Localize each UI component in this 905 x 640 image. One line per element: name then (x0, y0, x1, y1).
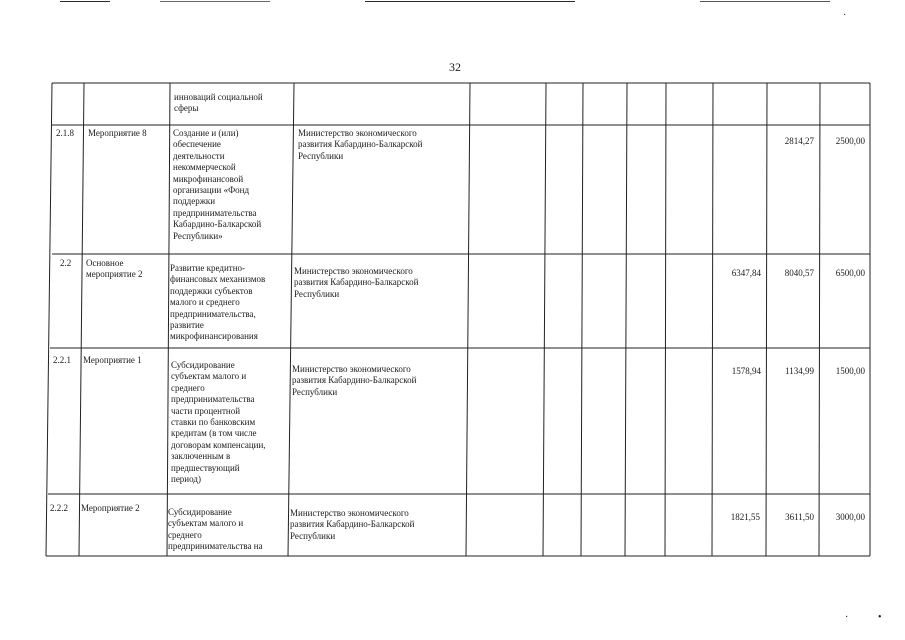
row-3-executor: Министерство экономического развития Кабардино-Балкарской Республики (292, 364, 417, 397)
row-4-value-3: 3000,00 (835, 512, 865, 522)
row-2-value-2: 8040,57 (784, 268, 814, 278)
row-3-value-3: 1500,00 (835, 366, 865, 376)
row-3-description: Субсидирование субъектам малого и среднего предпринимательства части процентной ставки по банковским кредитам (в том числе договорам компенсации, заключенным в предшествующий период) (171, 360, 266, 485)
row-1-description: Создание и (или) обеспечение деятельности некоммерческой микрофинансовой организации «Фонд поддержки предпринимательства Кабардино-Балкарской Республики» (173, 128, 262, 241)
row-4-value-1: 1821,55 (730, 512, 760, 522)
scan-speck: · (845, 612, 849, 623)
row-4-executor: Министерство экономического развития Кабардино-Балкарской Республики (290, 508, 415, 541)
row-4-name: Мероприятие 2 (81, 503, 140, 513)
row-2-value-3: 6500,00 (835, 268, 865, 278)
row-2-description: Развитие кредитно- финансовых механизмов поддержки субъектов малого и среднего предпринимательства, развитие микрофинансирования (170, 263, 266, 342)
row-0-description: инноваций социальной сферы (174, 92, 263, 114)
row-2-value-1: 6347,84 (731, 268, 761, 278)
row-1-value-3: 2500,00 (835, 136, 865, 146)
row-4-value-2: 3611,50 (785, 512, 814, 522)
page-number: 32 (449, 60, 461, 74)
row-2-name: Основное мероприятие 2 (86, 258, 143, 280)
row-2-number: 2.2 (60, 258, 72, 268)
row-1-executor: Министерство экономического развития Кабардино-Балкарской Республики (298, 128, 423, 161)
row-3-value-2: 1134,99 (785, 366, 814, 376)
row-4-number: 2.2.2 (50, 503, 68, 513)
row-1-number: 2.1.8 (56, 128, 74, 138)
row-2-executor: Министерство экономического развития Кабардино-Балкарской Республики (294, 266, 419, 299)
row-3-value-1: 1578,94 (731, 366, 761, 376)
row-3-name: Мероприятие 1 (83, 355, 142, 365)
row-1-name: Мероприятие 8 (88, 128, 147, 138)
scan-speck: • (878, 612, 882, 623)
row-4-description: Субсидирование субъектам малого и среднего предпринимательства на (168, 507, 263, 552)
row-1-value-2: 2814,27 (784, 136, 814, 146)
scan-speck: · (843, 10, 847, 21)
row-3-number: 2.2.1 (53, 355, 71, 365)
